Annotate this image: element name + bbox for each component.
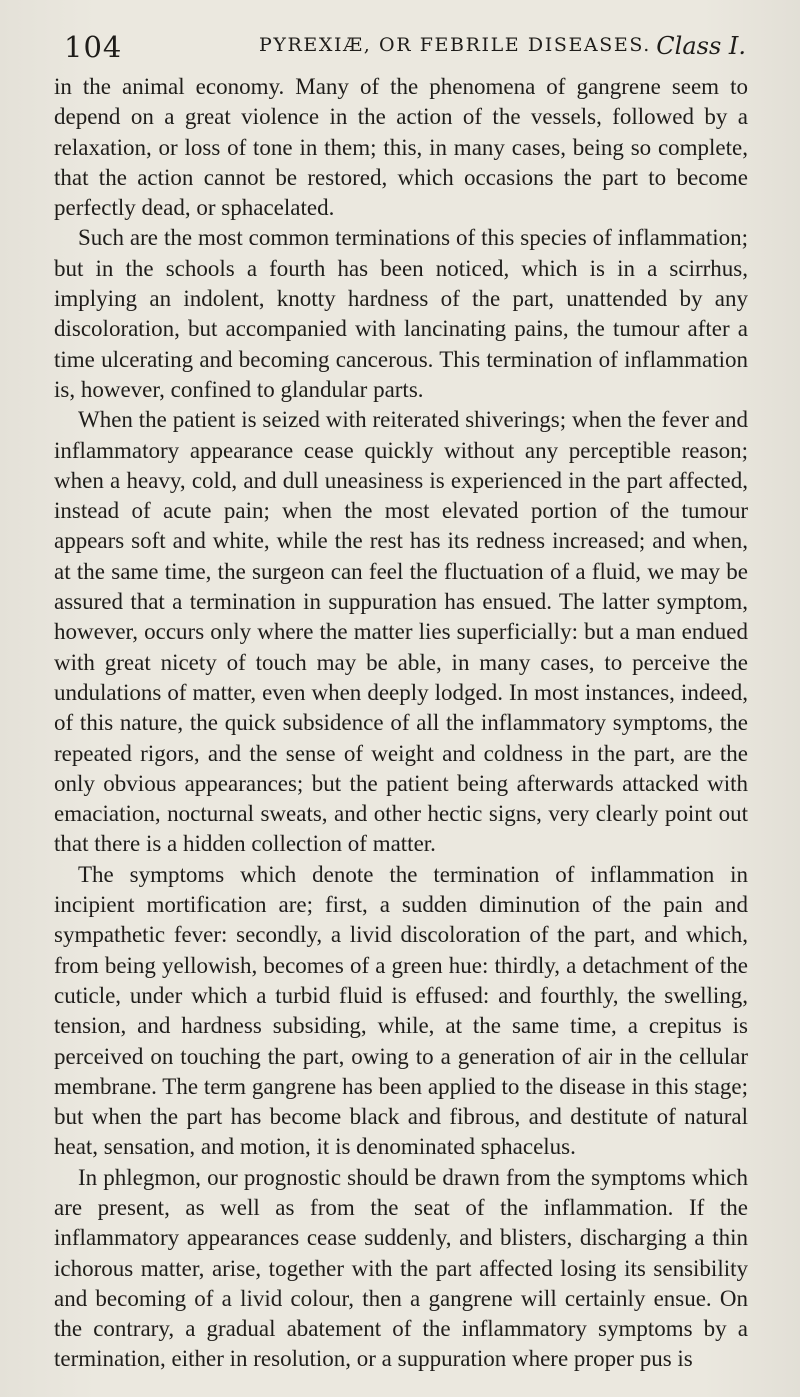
paragraph: Such are the most common terminations of this species of inflammation; but in the schools a fourth has been noticed, which is in a scirrhus, implying an indolent, knotty hardness of the part, unattended by any discoloration, but accompanied with lancinating pains, the tumour after a time ulcerating and becoming cancerous. This termination of inflammation is, however, confined to glandular parts. [54,225,748,402]
paragraph: When the patient is seized with reiterated shiverings; when the fever and inflammatory appearance cease quickly without any perceptible reason; when a heavy, cold, and dull uneasiness is experienced in the part affected, instead of acute pain; when the most elevated portion of the tumour appears soft and white, while the rest has its redness increased; and when, at the same time, the surgeon can feel the fluctuation of a fluid, we may be assured that a termination in suppuration has ensued. The latter symptom, however, occurs only where the matter lies superficially: but a man endued with great nicety of touch may be able, in many cases, to perceive the undulations of matter, even when deeply lodged. In most instances, indeed, of this nature, the quick subsidence of all the inflammatory symptoms, the repeated rigors, and the sense of weight and coldness in the part, are the only obvious appearances; but the patient being afterwards attacked with emaciation, nocturnal sweats, and other hectic signs, very clearly point out that there is a hidden collection of matter. [54,407,748,857]
paragraph: In phlegmon, our prognostic should be drawn from the symptoms which are present, as well as from the seat of the inflammation. If the inflammatory appearances cease suddenly, and blisters, discharging a thin ichorous matter, arise, together with the part affected losing its sensibility and becoming of a livid colour, then a gangrene will certainly ensue. On the contrary, a gradual abatement of the inflammatory symptoms by a termination, either in resolution, or a suppuration where proper pus is [54,1164,748,1372]
page-header [54,22,748,68]
running-title: PYREXIÆ, OR FEBRILE DISEASES. [259,34,651,56]
class-label: Class I. [656,32,746,60]
paragraph: The symptoms which denote the termination of inflammation in incipient mortification are; first, a sudden diminution of the pain and sympathetic fever: secondly, a livid discoloration of the part, and which, from being yellowish, becomes of a green hue: thirdly, a detachment of the cuticle, under which a turbid fluid is effused: and fourthly, the swelling, tension, and hardness subsiding, while, at the same time, a crepitus is perceived on touching the part, owing to a generation of air in the cellular membrane. The term gangrene has been applied to the disease in this stage; but when the part has become black and fibrous, and destitute of natural heat, sensation, and motion, it is denominated sphacelus. [54,861,748,1160]
paragraph: in the animal economy. Many of the phenomena of gangrene seem to depend on a great violence in the action of the vessels, followed by a relaxation, or loss of tone in them; this, in many cases, being so complete, that the action cannot be restored, which occasions the part to become perfectly dead, or sphacelated. [54,74,748,221]
page-number: 104 [64,30,123,64]
body-text [54,72,748,1375]
